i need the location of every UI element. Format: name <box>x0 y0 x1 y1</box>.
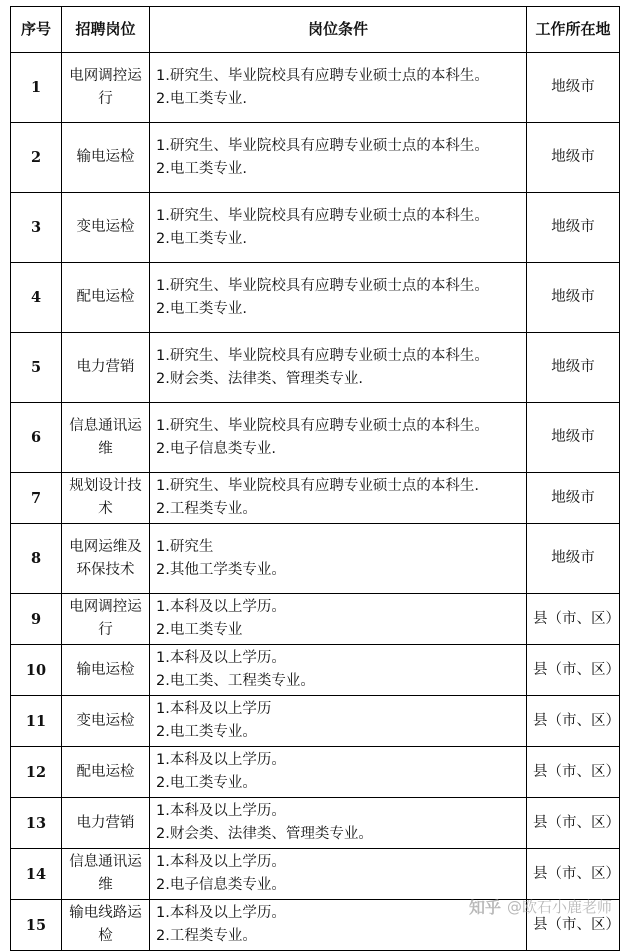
row-number: 3 <box>11 193 62 263</box>
row-location: 地级市 <box>527 123 620 193</box>
row-condition <box>150 263 527 333</box>
row-number: 8 <box>11 524 62 594</box>
row-condition <box>150 524 527 594</box>
row-condition <box>150 696 527 747</box>
watermark-author: @欧石小鹿老师 <box>506 898 612 916</box>
row-location: 县（市、区） <box>527 594 620 645</box>
row-position: 信息通讯运维 <box>62 403 150 473</box>
row-number: 6 <box>11 403 62 473</box>
condition-line-1: 1.研究生、毕业院校具有应聘专业硕士点的本科生。 <box>156 207 489 224</box>
condition-line-2: 2.工程类专业。 <box>156 928 257 944</box>
row-location: 地级市 <box>527 193 620 263</box>
row-location: 县（市、区） <box>527 900 620 951</box>
condition-line-1: 1.研究生、毕业院校具有应聘专业硕士点的本科生。 <box>156 347 489 364</box>
row-number: 5 <box>11 333 62 403</box>
condition-line-1: 1.本科及以上学历 <box>156 701 272 717</box>
table-row <box>11 849 620 900</box>
table-row <box>11 747 620 798</box>
row-location: 地级市 <box>527 403 620 473</box>
row-position: 信息通讯运维 <box>62 849 150 900</box>
recruitment-table <box>10 6 620 951</box>
table-row <box>11 333 620 403</box>
header-position: 招聘岗位 <box>62 7 150 53</box>
row-condition <box>150 798 527 849</box>
row-condition <box>150 333 527 403</box>
table-body <box>11 53 620 951</box>
row-location: 县（市、区） <box>527 849 620 900</box>
row-position: 电网调控运行 <box>62 594 150 645</box>
row-condition <box>150 747 527 798</box>
table-row <box>11 696 620 747</box>
table-row <box>11 798 620 849</box>
condition-line-2: 2.电工类、工程类专业。 <box>156 673 315 689</box>
row-number: 2 <box>11 123 62 193</box>
row-condition <box>150 403 527 473</box>
condition-line-1: 1.研究生、毕业院校具有应聘专业硕士点的本科生。 <box>156 277 489 294</box>
table-row <box>11 193 620 263</box>
row-location: 地级市 <box>527 473 620 524</box>
table-row <box>11 123 620 193</box>
table-row <box>11 473 620 524</box>
condition-line-2: 2.财会类、法律类、管理类专业。 <box>156 826 373 842</box>
condition-line-1: 1.本科及以上学历。 <box>156 752 286 768</box>
row-position: 电力营销 <box>62 333 150 403</box>
row-position: 变电运检 <box>62 193 150 263</box>
condition-line-2: 2.电工类专业 <box>156 622 243 638</box>
row-location: 县（市、区） <box>527 798 620 849</box>
row-position: 输电运检 <box>62 645 150 696</box>
row-condition <box>150 849 527 900</box>
row-location: 地级市 <box>527 53 620 123</box>
condition-line-2: 2.电工类专业. <box>156 300 247 317</box>
row-condition <box>150 645 527 696</box>
condition-line-1: 1.研究生、毕业院校具有应聘专业硕士点的本科生. <box>156 478 479 494</box>
condition-line-2: 2.电工类专业. <box>156 160 247 177</box>
condition-line-1: 1.本科及以上学历。 <box>156 650 286 666</box>
condition-line-2: 2.电子信息类专业. <box>156 440 276 457</box>
row-location: 县（市、区） <box>527 645 620 696</box>
condition-line-2: 2.其他工学类专业。 <box>156 561 286 578</box>
row-number: 1 <box>11 53 62 123</box>
row-position: 电网调控运行 <box>62 53 150 123</box>
row-position: 规划设计技术 <box>62 473 150 524</box>
row-number: 15 <box>11 900 62 951</box>
table-row <box>11 263 620 333</box>
condition-line-2: 2.电工类专业。 <box>156 724 257 740</box>
row-number: 14 <box>11 849 62 900</box>
condition-line-1: 1.本科及以上学历。 <box>156 905 286 921</box>
row-position: 输电线路运检 <box>62 900 150 951</box>
header-location: 工作所在地 <box>527 7 620 53</box>
row-number: 9 <box>11 594 62 645</box>
row-position: 电力营销 <box>62 798 150 849</box>
row-location: 地级市 <box>527 333 620 403</box>
header-no: 序号 <box>11 7 62 53</box>
row-condition <box>150 473 527 524</box>
table-row <box>11 594 620 645</box>
row-location: 县（市、区） <box>527 696 620 747</box>
row-condition <box>150 594 527 645</box>
condition-line-1: 1.研究生、毕业院校具有应聘专业硕士点的本科生。 <box>156 417 489 434</box>
condition-line-1: 1.本科及以上学历。 <box>156 803 286 819</box>
header-condition: 岗位条件 <box>150 7 527 53</box>
row-condition <box>150 123 527 193</box>
row-location: 地级市 <box>527 524 620 594</box>
row-position: 输电运检 <box>62 123 150 193</box>
condition-line-1: 1.本科及以上学历。 <box>156 854 286 870</box>
condition-line-2: 2.电工类专业. <box>156 90 247 107</box>
row-number: 4 <box>11 263 62 333</box>
row-position: 变电运检 <box>62 696 150 747</box>
table-header-row <box>11 7 620 53</box>
row-position: 电网运维及环保技术 <box>62 524 150 594</box>
condition-line-2: 2.财会类、法律类、管理类专业. <box>156 370 363 387</box>
condition-line-1: 1.研究生、毕业院校具有应聘专业硕士点的本科生。 <box>156 137 489 154</box>
row-number: 12 <box>11 747 62 798</box>
row-position: 配电运检 <box>62 747 150 798</box>
row-condition <box>150 193 527 263</box>
watermark-site: 知乎 <box>468 898 501 917</box>
condition-line-1: 1.本科及以上学历。 <box>156 599 286 615</box>
condition-line-1: 1.研究生、毕业院校具有应聘专业硕士点的本科生。 <box>156 67 489 84</box>
condition-line-2: 2.电子信息类专业。 <box>156 877 286 893</box>
condition-line-2: 2.电工类专业. <box>156 230 247 247</box>
row-number: 13 <box>11 798 62 849</box>
condition-line-2: 2.工程类专业。 <box>156 501 257 517</box>
condition-line-2: 2.电工类专业。 <box>156 775 257 791</box>
table-row <box>11 645 620 696</box>
row-location: 县（市、区） <box>527 747 620 798</box>
row-location: 地级市 <box>527 263 620 333</box>
watermark <box>469 895 612 918</box>
table-row <box>11 524 620 594</box>
row-position: 配电运检 <box>62 263 150 333</box>
table-row <box>11 403 620 473</box>
condition-line-1: 1.研究生 <box>156 538 214 555</box>
row-number: 11 <box>11 696 62 747</box>
table-row <box>11 53 620 123</box>
row-condition <box>150 53 527 123</box>
row-number: 7 <box>11 473 62 524</box>
row-number: 10 <box>11 645 62 696</box>
